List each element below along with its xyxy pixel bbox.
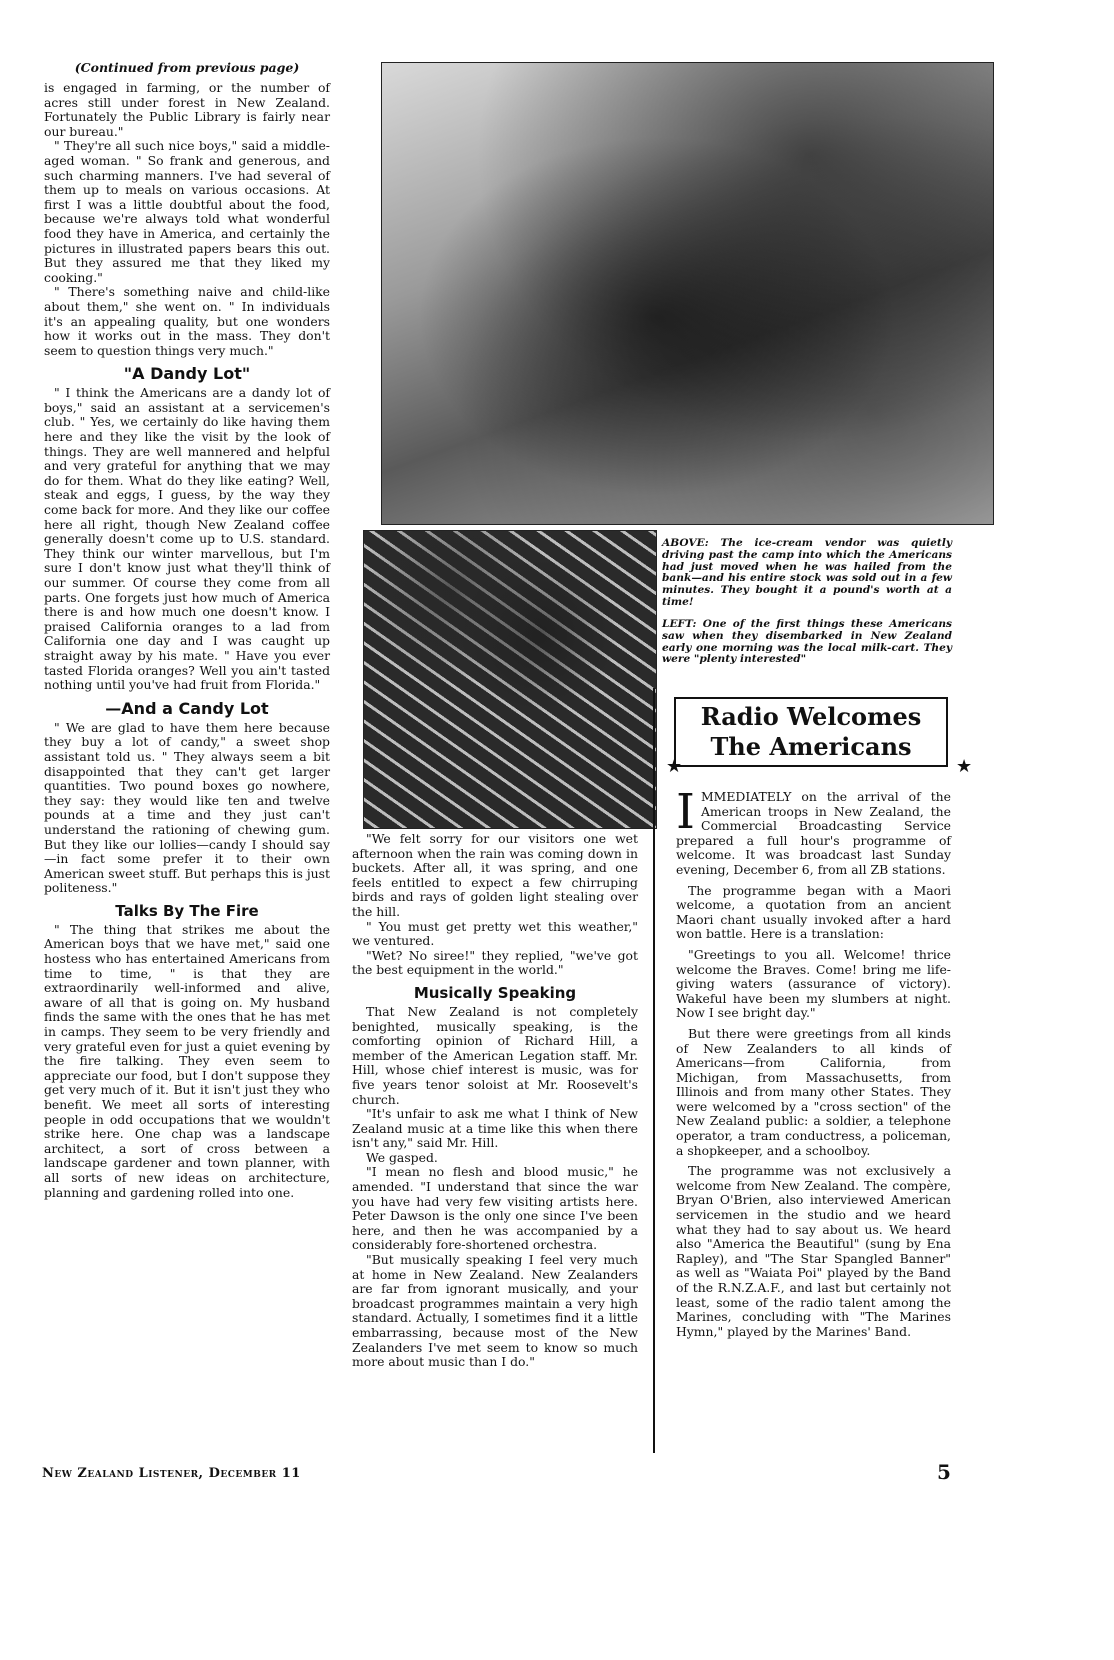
paragraph: "But musically speaking I feel very much at home in New Zealand. New Zealanders are far from ignorant musically, and your broadcast programmes maintain a very high standard. Actually, I sometimes find it a little embarrassing, because most of the New Zealanders I've met seem to know so much more about music than I do." [352,1252,638,1370]
page-number: 5 [937,1460,951,1484]
photo-ice-cream-vendor [381,62,994,525]
drop-cap: I [676,784,695,840]
paragraph: "I mean no flesh and blood music," he amended. "I understand that since the war you have had very few visiting artists here. Peter Dawson is the only one since I've been here, and then he was accompanied by a considerably fore-shortened orchestra. [352,1164,638,1253]
paragraph: " You must get pretty wet this weather," we ventured. [352,918,638,949]
paragraph: That New Zealand is not completely benighted, musically speaking, is the comforting opinion of Richard Hill, a member of the American Legation staff. Mr. Hill, whose chief interest is music, was for five years tenor soloist at Mr. Roosevelt's church. [352,1003,638,1107]
paragraph: "It's unfair to ask me what I think of New Zealand music at a time like this when there isn't any," said Mr. Hill. [352,1106,638,1151]
caption-left: LEFT: One of the first things these Americans saw when they disembarked in New Zealand early one morning was the local milk-cart. They were "plenty interested" [662,618,952,666]
column-one [44,56,330,1200]
paragraph: " We are glad to have them here because they buy a lot of candy," a sweet shop assistant told us. " They always seem a bit disappointed that they can't get larger quantities. Two pound boxes go nowhere, they say: they would like ten and twelve pounds at a time and they just can't understand the rationing of chewing gum. But they like our lollies—candy I should say—in fact some prefer it to their own American sweet stuff. But perhaps this is just politeness." [44,719,330,896]
subheading-talks-by-fire: Talks By The Fire [115,901,259,920]
paragraph: We gasped. [366,1149,438,1165]
paragraph: " There's something naive and child-like about them," she went on. " In individuals it's an appealing quality, but one wonders how it works out in the mass. They don't seem to question things very much." [44,284,330,358]
paragraph: is engaged in farming, or the number of acres still under forest in New Zealand. Fortunately the Public Library is fairly near our bureau." [44,80,330,139]
paragraph: " They're all such nice boys," said a middle-aged woman. " So frank and generous, and such charming manners. I've had several of them up to meals on various occasions. At first I was a little doubtful about the food, because we're always told what wonderful food they have in America, and certainly the pictures in illustrated papers bears this out. But they assured me that they liked my cooking." [44,138,330,285]
paragraph: The programme was not exclusively a welcome from New Zealand. The compère, Bryan O'Brien, also interviewed American servicemen in the studio and we heard what they had to say about us. We heard also "America the Beautiful" (sung by Ena Rapley), and "The Star Spangled Banner" as well as "Waiata Poi" played by the Band of the R.N.Z.A.F., and last but certainly not least, some of the radio talent among the Marines, concluding with "The Marines Hymn," played by the Marines' Band. [676,1163,951,1339]
paragraph: The programme began with a Maori welcome, a quotation from an ancient Maori chant usually invoked after a hard won battle. Here is a translation: [676,882,951,942]
column-three [676,784,951,1345]
title-line-two: The Americans [710,732,912,761]
subheading-musically-speaking: Musically Speaking [413,983,577,1002]
subheading-dandy-lot: "A Dandy Lot" [123,364,251,384]
subheading-candy-lot: —And a Candy Lot [105,698,269,718]
column-two [352,832,638,1370]
paragraph: But there were greetings from all kinds of New Zealanders to all kinds of Americans—from California, from Michigan, from Massachusetts, from Illinois and from many other States. They were welcomed by a "cross section" of the New Zealand public: a soldier, a telephone operator, a tram conductress, a policeman, a shopkeeper, and a schoolboy. [676,1025,951,1158]
photo-milk-cart [363,530,657,829]
radio-article-title [674,697,948,767]
paragraph: "Greetings to you all. Welcome! thrice welcome the Braves. Come! bring me life-giving waters (assurance of victory). Wakeful have been my slumbers at night. Now I see bright day." [676,946,951,1021]
paragraph: " The thing that strikes me about the American boys that we have met," said one hostess who has entertained Americans from time to time, " is that they are extraordinarily well-informed and alive, aware of all that is going on. My husband finds the same with the ones that he has met in camps. They seem to be very friendly and very grateful even for just a quiet evening by the fire talking. They even seem to appreciate our food, but I don't suppose they get very much of it. But it isn't just they who benefit. We meet all sorts of interesting people in odd occupations that we wouldn't strike here. One chap was a landscape architect, a sort of cross between a landscape gardener and town planner, with all sorts of new ideas on architecture, planning and gardening rolled into one. [44,921,330,1200]
paragraph-lead [676,784,951,878]
masthead-footer: New Zealand Listener, December 11 [42,1466,301,1481]
paragraph: "Wet? No siree!" they replied, "we've got the best equipment in the world." [352,947,638,978]
continued-note: (Continued from previous page) [74,60,300,75]
title-line-one: Radio Welcomes [700,702,922,731]
paragraph: " I think the Americans are a dandy lot of boys," said an assistant at a servicemen's club. " Yes, we certainly do like having them here and they like the visit by the look of things. They are well mannered and helpful and very grateful for anything that we may do for them. What do they like eating? Well, steak and eggs, I guess, by the way they come back for more. And they like our coffee here all right, though New Zealand coffee generally doesn't come up to U.S. standard. They think our winter marvellous, but I'm sure I don't know just what they'll think of our summer. Of course they come from all parts. One forgets just how much of America there is and how much one doesn't know. I praised California oranges to a lad from California one day and I was caught up straight away by his mate. " Have you ever tasted Florida oranges? Well you ain't tasted nothing until you've had fruit from Florida." [44,385,330,693]
paragraph: "We felt sorry for our visitors one wet afternoon when the rain was coming down in buckets. After all, it was spring, and one feels entitled to expect a few chirruping birds and rays of golden light stealing over the hill. [352,831,638,919]
star-icon: ★ [666,756,683,777]
caption-above: ABOVE: The ice-cream vendor was quietly driving past the camp into which the Americans had just moved when he was hailed from the bank—and his entire stock was sold out in a few minutes. They bought it a pound's worth at a time! [662,537,952,608]
star-icon: ★ [956,756,973,777]
lead-text: MMEDIATELY on the arrival of the American troops in New Zealand, the Commercial Broadcasting Service prepared a full hour's programme of welcome. It was broadcast last Sunday evening, December 6, from all ZB stations. [676,789,951,877]
